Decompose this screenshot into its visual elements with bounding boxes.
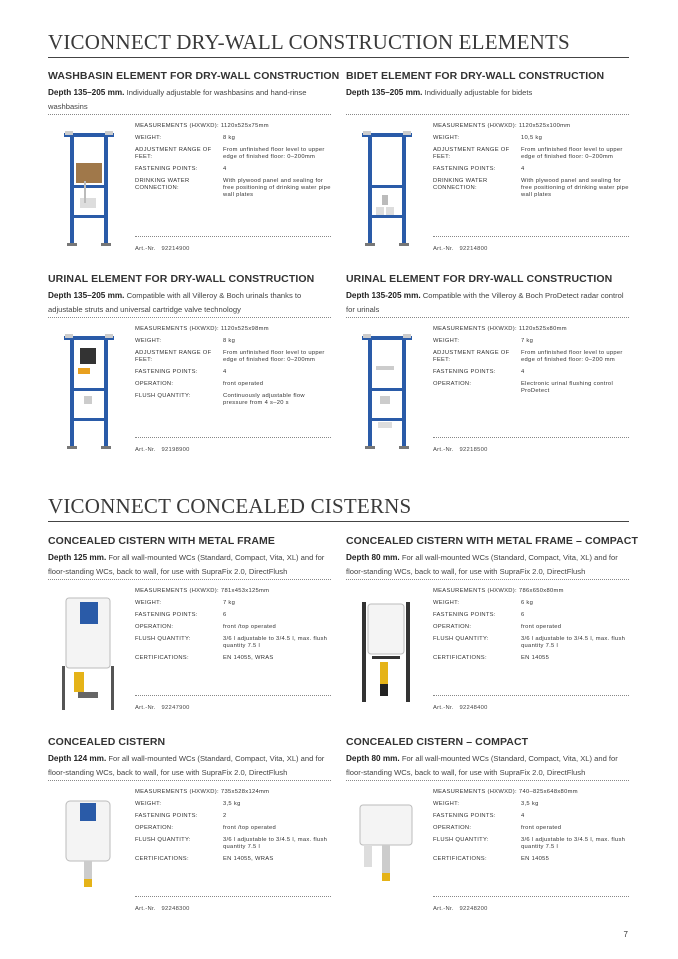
spec-value: 7 kg <box>521 338 534 344</box>
spec-table <box>433 789 629 868</box>
spec-table <box>135 789 331 868</box>
spec-row <box>433 600 629 607</box>
spec-label: MEASUREMENTS (HXWXD): <box>433 789 517 795</box>
spec-label: WEIGHT: <box>135 801 162 807</box>
spec-row <box>135 825 331 832</box>
spec-value: 8 kg <box>223 135 236 141</box>
spec-value: EN 14055, WRAS <box>223 655 274 661</box>
spec-row <box>135 123 331 130</box>
product-illustration <box>346 326 426 454</box>
spec-label: ADJUSTMENT RANGE OF FEET: <box>135 147 212 160</box>
dotted-divider <box>346 780 629 781</box>
article-number-value: 92248300 <box>161 906 190 912</box>
spec-value: 2 <box>223 813 227 819</box>
spec-row <box>135 369 331 376</box>
spec-row <box>135 147 331 161</box>
product-title: CONCEALED CISTERN WITH METAL FRAME <box>48 535 276 547</box>
spec-label: OPERATION: <box>433 825 472 831</box>
spec-label: CERTIFICATIONS: <box>433 856 487 862</box>
product-description <box>48 289 331 317</box>
article-number-label: Art.-Nr. <box>433 906 454 912</box>
spec-label: WEIGHT: <box>433 600 460 606</box>
spec-value: front /top operated <box>223 624 277 630</box>
spec-value: front operated <box>521 825 562 831</box>
spec-value: EN 14055 <box>521 856 550 862</box>
spec-label: FASTENING POINTS: <box>135 369 198 375</box>
spec-row <box>433 655 629 662</box>
product-illustration <box>48 123 128 251</box>
spec-value: With plywood panel and sealing for free positioning of drinking water pipe wall plates <box>223 178 331 198</box>
product-description-text: For all wall-mounted WCs (Standard, Compact, Vita, XL) and for floor-standing WCs, back to wall, for use with SupraFix 2.0, DirectFlush <box>48 553 325 576</box>
spec-row <box>433 856 629 863</box>
spec-row <box>135 166 331 173</box>
product-description <box>48 752 331 780</box>
product-illustration <box>48 326 128 454</box>
spec-label: FASTENING POINTS: <box>135 166 198 172</box>
dotted-divider <box>433 437 629 438</box>
product-title: CONCEALED CISTERN – COMPACT <box>346 736 529 748</box>
spec-row <box>433 166 629 173</box>
dotted-divider <box>48 780 331 781</box>
spec-value: 1120x525x80mm <box>518 326 567 332</box>
spec-label: ADJUSTMENT RANGE OF FEET: <box>433 147 510 160</box>
dotted-divider <box>135 437 331 438</box>
article-number <box>135 246 190 252</box>
article-number-label: Art.-Nr. <box>433 447 454 453</box>
spec-label: MEASUREMENTS (HXWXD): <box>135 789 219 795</box>
article-number <box>433 705 488 711</box>
spec-row <box>135 588 331 595</box>
article-number-value: 92214800 <box>459 246 488 252</box>
spec-row <box>433 624 629 631</box>
spec-value: From unfinished floor level to upper edge of finished floor: 0–200 mm <box>521 350 623 363</box>
spec-value: From unfinished floor level to upper edge of finished floor: 0–200mm <box>223 147 325 160</box>
product-title: URINAL ELEMENT FOR DRY-WALL CONSTRUCTION <box>346 273 613 285</box>
article-number-value: 92198900 <box>161 447 190 453</box>
article-number-label: Art.-Nr. <box>135 906 156 912</box>
product-description <box>346 752 629 780</box>
spec-row <box>135 381 331 388</box>
spec-value: 786x650x80mm <box>518 588 564 594</box>
product-concealed-cistern-compact <box>346 736 629 912</box>
spec-label: MEASUREMENTS (HXWXD): <box>135 123 219 129</box>
spec-row <box>433 338 629 345</box>
spec-value: 6 <box>223 612 227 618</box>
spec-label: ADJUSTMENT RANGE OF FEET: <box>135 350 212 363</box>
spec-row <box>135 636 331 650</box>
section-rule <box>48 521 629 522</box>
spec-label: WEIGHT: <box>433 801 460 807</box>
spec-value: front operated <box>223 381 264 387</box>
spec-label: OPERATION: <box>135 825 174 831</box>
product-urinal-element <box>48 273 331 453</box>
spec-label: MEASUREMENTS (HXWXD): <box>433 123 517 129</box>
product-title: BIDET ELEMENT FOR DRY-WALL CONSTRUCTION <box>346 70 605 82</box>
spec-label: OPERATION: <box>433 381 472 387</box>
spec-row <box>135 338 331 345</box>
spec-label: FLUSH QUANTITY: <box>135 393 191 399</box>
spec-row <box>135 789 331 796</box>
spec-row <box>433 825 629 832</box>
spec-value: 1120x525x75mm <box>220 123 269 129</box>
product-depth: Depth 135-205 mm. <box>346 291 421 300</box>
spec-label: FASTENING POINTS: <box>433 813 496 819</box>
spec-value: 4 <box>521 166 525 172</box>
article-number-value: 92214900 <box>161 246 190 252</box>
spec-value: 3/6 l adjustable to 3/4.5 l, max. flush quantity 7.5 l <box>521 636 626 649</box>
spec-row <box>433 588 629 595</box>
spec-label: CERTIFICATIONS: <box>135 856 189 862</box>
article-number-value: 92248400 <box>459 705 488 711</box>
article-number-value: 92248200 <box>459 906 488 912</box>
product-title: WASHBASIN ELEMENT FOR DRY-WALL CONSTRUCTION <box>48 70 340 82</box>
dotted-divider <box>135 896 331 897</box>
spec-value: 781x453x125mm <box>220 588 270 594</box>
spec-row <box>433 381 629 395</box>
spec-value: Electronic urinal flushing control ProDetect <box>521 381 614 394</box>
article-number <box>135 447 190 453</box>
spec-row <box>433 801 629 808</box>
spec-row <box>135 655 331 662</box>
product-concealed-cistern <box>48 736 331 912</box>
spec-row <box>433 147 629 161</box>
article-number <box>135 906 190 912</box>
dotted-divider <box>346 114 629 115</box>
spec-row <box>135 612 331 619</box>
section-rule <box>48 57 629 58</box>
spec-value: 4 <box>521 813 525 819</box>
spec-label: FASTENING POINTS: <box>433 612 496 618</box>
spec-label: WEIGHT: <box>135 338 162 344</box>
spec-value: 8 kg <box>223 338 236 344</box>
spec-row <box>135 813 331 820</box>
product-bidet-element <box>346 70 629 252</box>
spec-label: WEIGHT: <box>433 135 460 141</box>
product-depth: Depth 135–205 mm. <box>346 88 423 97</box>
spec-label: FASTENING POINTS: <box>135 813 198 819</box>
dotted-divider <box>135 236 331 237</box>
spec-label: OPERATION: <box>433 624 472 630</box>
spec-row <box>135 178 331 199</box>
product-description-text: Individually adjustable for washbasins and hand-rinse washbasins <box>48 88 307 111</box>
spec-value: 6 kg <box>521 600 534 606</box>
article-number <box>135 705 190 711</box>
dotted-divider <box>48 579 331 580</box>
product-description-text: For all wall-mounted WCs (Standard, Compact, Vita, XL) and for floor-standing WCs, back to wall, for use with SupraFix 2.0, DirectFlush <box>346 553 618 576</box>
article-number-label: Art.-Nr. <box>433 705 454 711</box>
spec-label: MEASUREMENTS (HXWXD): <box>433 588 517 594</box>
spec-value: EN 14055, WRAS <box>223 856 274 862</box>
product-depth: Depth 135–205 mm. <box>48 88 125 97</box>
product-illustration <box>346 588 426 716</box>
product-description-text: Individually adjustable for bidets <box>424 88 533 97</box>
spec-label: ADJUSTMENT RANGE OF FEET: <box>433 350 510 363</box>
product-depth: Depth 80 mm. <box>346 553 400 562</box>
spec-row <box>433 636 629 650</box>
spec-label: CERTIFICATIONS: <box>433 655 487 661</box>
dotted-divider <box>346 317 629 318</box>
spec-row <box>433 178 629 199</box>
spec-label: WEIGHT: <box>135 600 162 606</box>
spec-row <box>135 837 331 851</box>
product-description <box>346 289 629 317</box>
spec-label: FASTENING POINTS: <box>433 166 496 172</box>
product-illustration <box>48 789 128 917</box>
spec-row <box>135 856 331 863</box>
product-depth: Depth 135–205 mm. <box>48 291 125 300</box>
product-description-text: Compatible with the Villeroy & Boch ProDetect radar control for urinals <box>346 291 624 314</box>
spec-value: 740–825x648x80mm <box>518 789 578 795</box>
product-depth: Depth 125 mm. <box>48 553 107 562</box>
spec-row <box>135 624 331 631</box>
product-description <box>346 551 629 579</box>
dotted-divider <box>48 114 331 115</box>
article-number-label: Art.-Nr. <box>135 246 156 252</box>
spec-label: DRINKING WATER CONNECTION: <box>433 178 488 191</box>
product-description-text: For all wall-mounted WCs (Standard, Compact, Vita, XL) and for floor-standing WCs, back to wall, for use with SupraFix 2.0, DirectFlush <box>48 754 325 777</box>
article-number-label: Art.-Nr. <box>135 705 156 711</box>
article-number-label: Art.-Nr. <box>135 447 156 453</box>
spec-row <box>135 393 331 407</box>
article-number-value: 92247900 <box>161 705 190 711</box>
spec-row <box>433 369 629 376</box>
spec-label: MEASUREMENTS (HXWXD): <box>135 326 219 332</box>
spec-value: 4 <box>521 369 525 375</box>
product-description-text: For all wall-mounted WCs (Standard, Compact, Vita, XL) and for floor-standing WCs, back to wall, for use with SupraFix 2.0, DirectFlush <box>346 754 618 777</box>
dotted-divider <box>135 695 331 696</box>
spec-value: 3/6 l adjustable to 3/4.5 l, max. flush quantity 7.5 l <box>223 636 328 649</box>
spec-value: 3/6 l adjustable to 3/4.5 l, max. flush quantity 7.5 l <box>223 837 328 850</box>
spec-value: 3/6 l adjustable to 3/4.5 l, max. flush quantity 7.5 l <box>521 837 626 850</box>
product-title: URINAL ELEMENT FOR DRY-WALL CONSTRUCTION <box>48 273 315 285</box>
spec-value: 1120x525x100mm <box>518 123 571 129</box>
spec-value: 1120x525x98mm <box>220 326 269 332</box>
spec-value: 10,5 kg <box>521 135 543 141</box>
spec-label: FASTENING POINTS: <box>135 612 198 618</box>
article-number-label: Art.-Nr. <box>433 246 454 252</box>
product-concealed-cistern-metal-frame <box>48 535 331 711</box>
article-number <box>433 447 488 453</box>
spec-label: FASTENING POINTS: <box>433 369 496 375</box>
spec-value: 3,5 kg <box>521 801 539 807</box>
spec-table <box>433 326 629 400</box>
spec-label: DRINKING WATER CONNECTION: <box>135 178 190 191</box>
spec-label: FLUSH QUANTITY: <box>433 636 489 642</box>
dotted-divider <box>433 236 629 237</box>
spec-row <box>433 350 629 364</box>
article-number <box>433 246 488 252</box>
spec-row <box>135 326 331 333</box>
spec-row <box>433 789 629 796</box>
product-title: CONCEALED CISTERN <box>48 736 166 748</box>
spec-value: Continuously adjustable flow pressure from 4 s–20 s <box>223 393 305 406</box>
product-concealed-cistern-metal-frame-compact <box>346 535 638 711</box>
spec-label: OPERATION: <box>135 381 174 387</box>
product-urinal-element-prodetect <box>346 273 629 453</box>
dotted-divider <box>48 317 331 318</box>
spec-value: With plywood panel and sealing for free positioning of drinking water pipe wall plates <box>521 178 629 198</box>
product-description <box>346 86 629 114</box>
spec-table <box>433 588 629 667</box>
spec-label: WEIGHT: <box>433 338 460 344</box>
spec-row <box>433 123 629 130</box>
product-illustration <box>346 123 426 251</box>
dotted-divider <box>433 896 629 897</box>
spec-label: MEASUREMENTS (HXWXD): <box>135 588 219 594</box>
spec-value: 4 <box>223 369 227 375</box>
spec-value: 4 <box>223 166 227 172</box>
spec-label: MEASUREMENTS (HXWXD): <box>433 326 517 332</box>
section-title-cisterns: VICONNECT CONCEALED CISTERNS <box>48 494 412 518</box>
spec-value: front /top operated <box>223 825 277 831</box>
spec-value: front operated <box>521 624 562 630</box>
spec-value: EN 14055 <box>521 655 550 661</box>
product-depth: Depth 80 mm. <box>346 754 400 763</box>
spec-table <box>433 123 629 204</box>
spec-table <box>135 588 331 667</box>
spec-value: 6 <box>521 612 525 618</box>
spec-row <box>135 600 331 607</box>
product-illustration <box>346 789 426 917</box>
spec-label: FLUSH QUANTITY: <box>135 636 191 642</box>
product-title: CONCEALED CISTERN WITH METAL FRAME – COMPACT <box>346 535 638 547</box>
page-number: 7 <box>623 930 628 939</box>
spec-label: OPERATION: <box>135 624 174 630</box>
spec-row <box>135 350 331 364</box>
spec-label: CERTIFICATIONS: <box>135 655 189 661</box>
dotted-divider <box>433 695 629 696</box>
dotted-divider <box>346 579 629 580</box>
spec-row <box>135 801 331 808</box>
spec-label: FLUSH QUANTITY: <box>135 837 191 843</box>
spec-row <box>433 837 629 851</box>
spec-value: 7 kg <box>223 600 236 606</box>
spec-label: FLUSH QUANTITY: <box>433 837 489 843</box>
product-illustration <box>48 588 128 716</box>
spec-row <box>433 326 629 333</box>
product-description <box>48 551 331 579</box>
article-number <box>433 906 488 912</box>
spec-value: 3,5 kg <box>223 801 241 807</box>
product-description <box>48 86 331 114</box>
spec-row <box>135 135 331 142</box>
spec-table <box>135 326 331 412</box>
spec-value: 735x528x124mm <box>220 789 270 795</box>
spec-label: WEIGHT: <box>135 135 162 141</box>
product-description-text: Compatible with all Villeroy & Boch urinals thanks to adjustable struts and universal cartridge valve technology <box>48 291 302 314</box>
spec-row <box>433 612 629 619</box>
article-number-value: 92218500 <box>459 447 488 453</box>
spec-row <box>433 813 629 820</box>
spec-value: From unfinished floor level to upper edge of finished floor: 0–200mm <box>521 147 623 160</box>
spec-row <box>433 135 629 142</box>
section-title-drywall: VICONNECT DRY-WALL CONSTRUCTION ELEMENTS <box>48 30 570 54</box>
spec-value: From unfinished floor level to upper edge of finished floor: 0–200mm <box>223 350 325 363</box>
product-depth: Depth 124 mm. <box>48 754 107 763</box>
product-washbasin-element <box>48 70 340 252</box>
spec-table <box>135 123 331 204</box>
